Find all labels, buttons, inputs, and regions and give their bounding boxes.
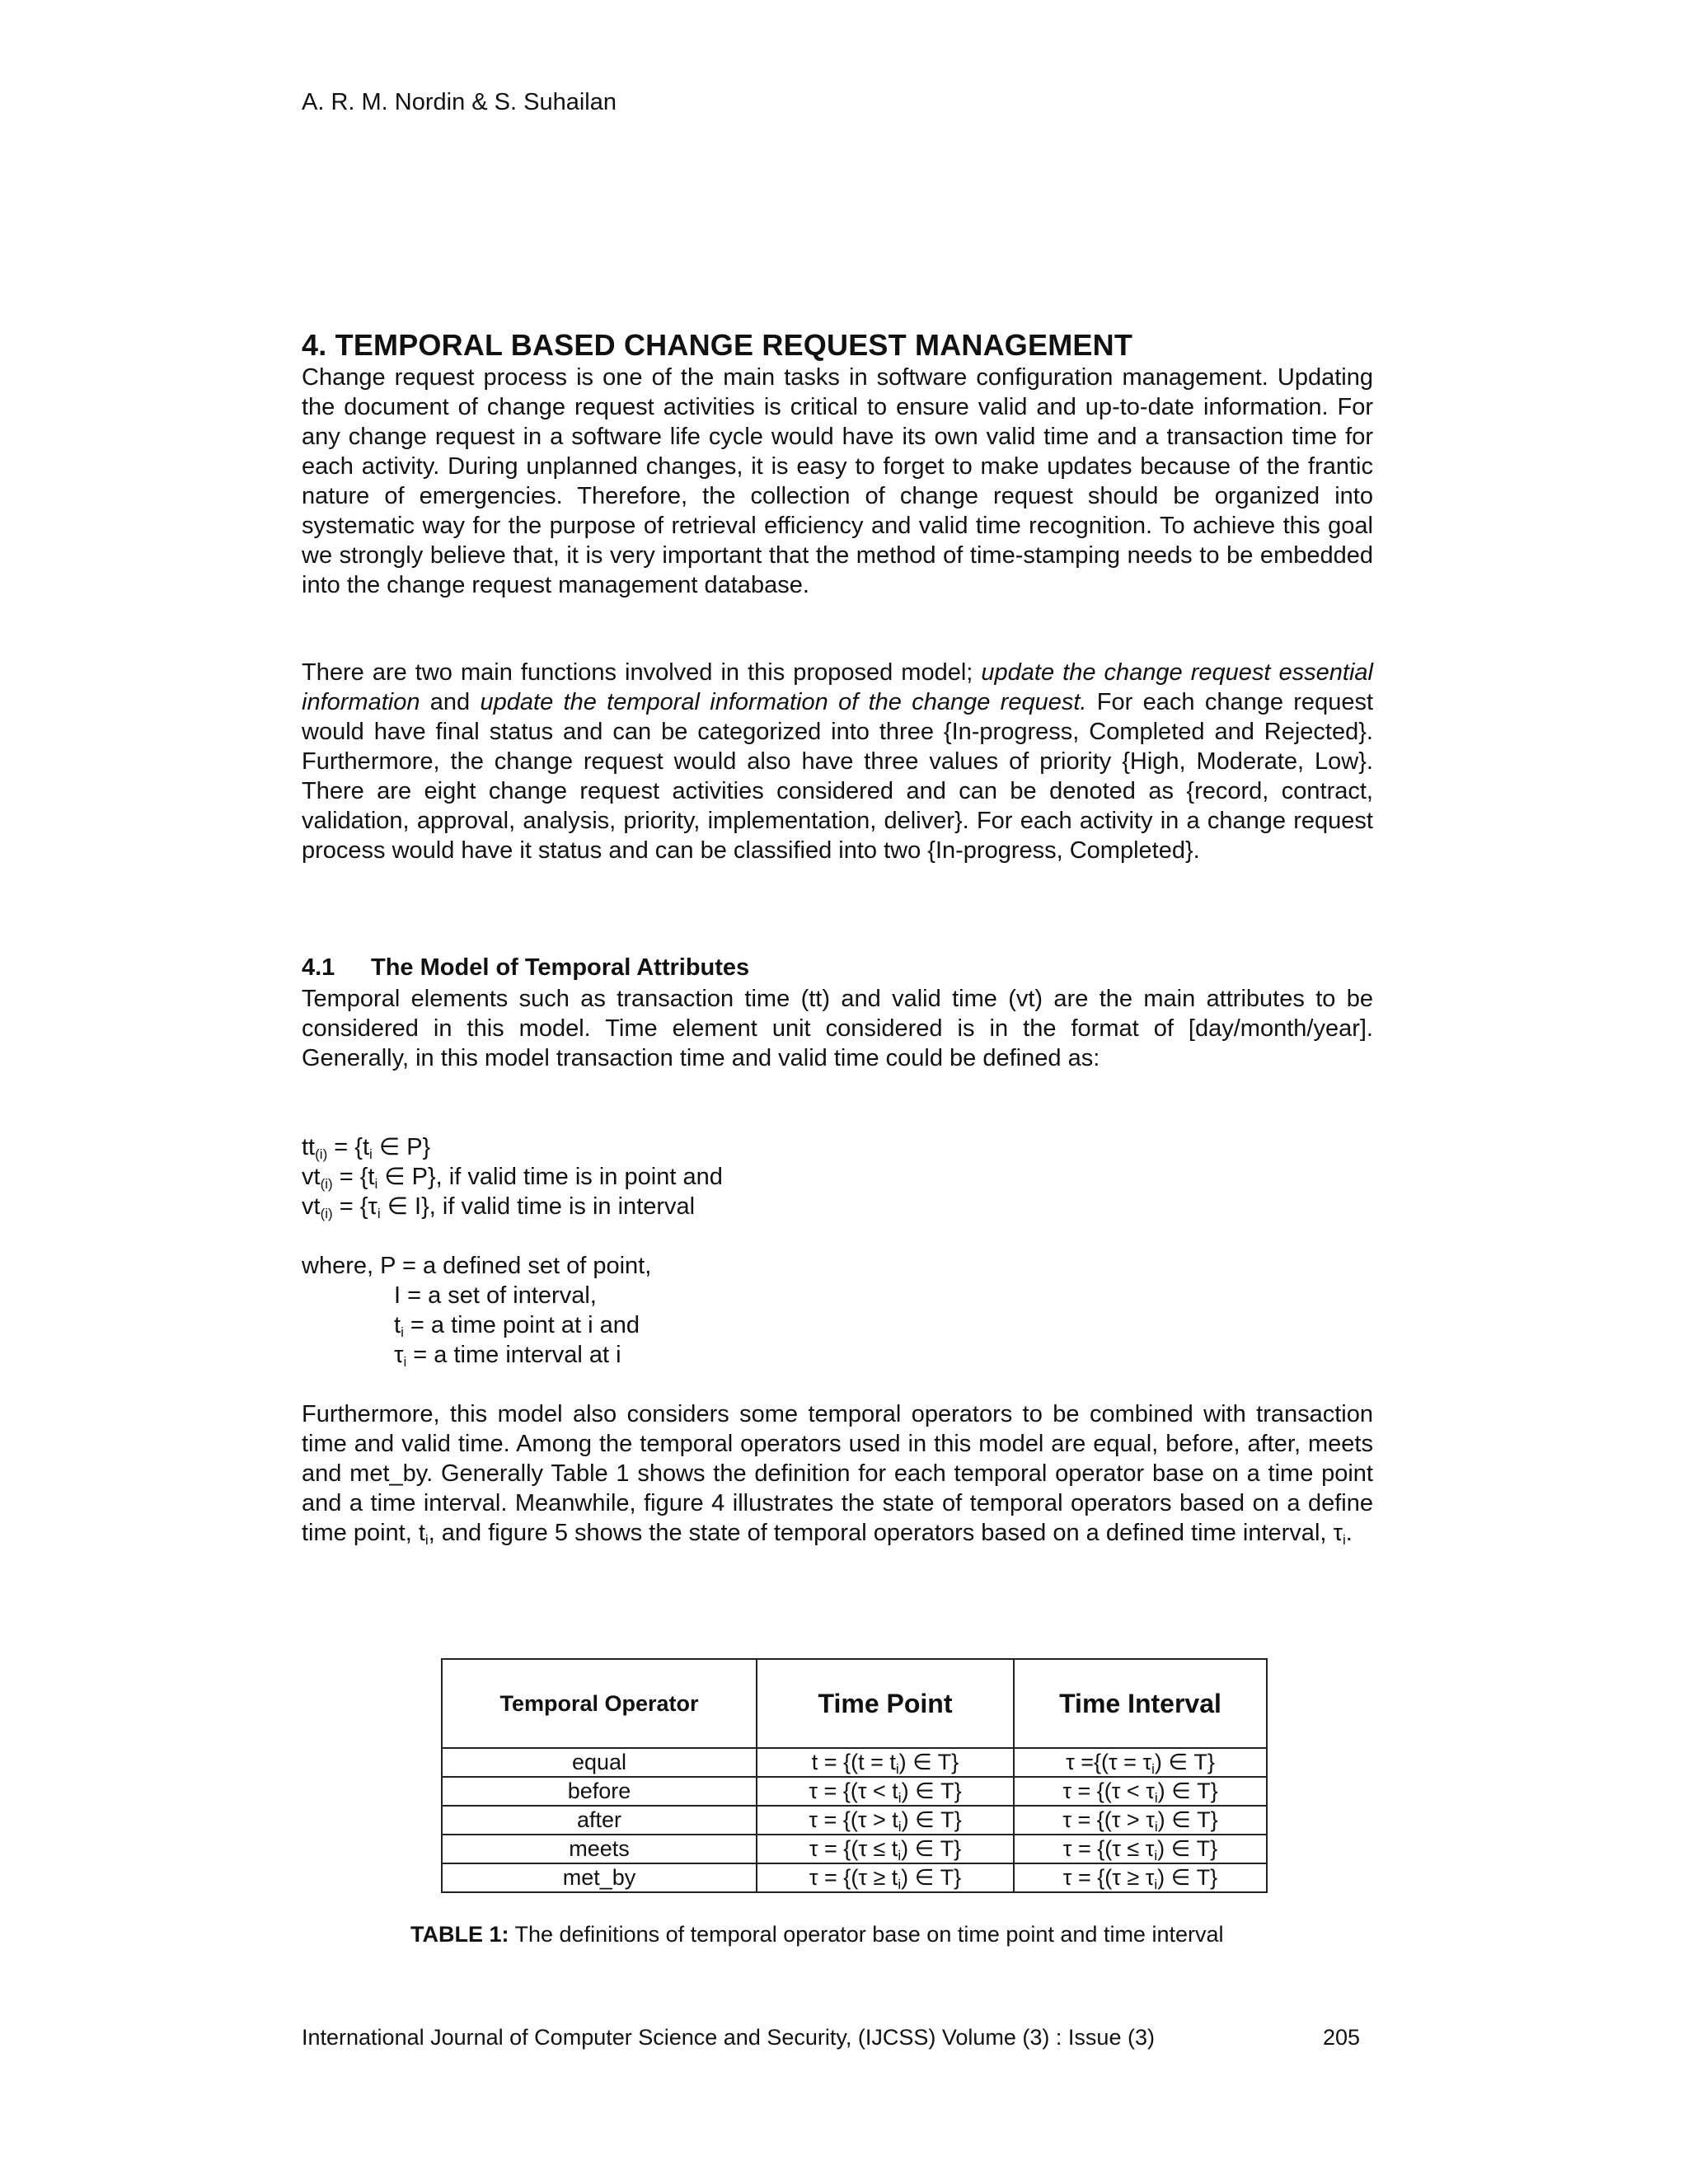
table-cell-time-interval: $\tau = \{(\tau > \tau_i)$ ∈ T}: [1014, 1806, 1267, 1835]
subsection-heading: 4.1 The Model of Temporal Attributes: [302, 954, 750, 981]
subsection-paragraph-2: Furthermore, this model also considers some temporal operators to be combined with transaction time and valid time. Among the temporal operators used in this model are equal, before, after, meets and met_by. Generally Table 1 shows the definition for each temporal operator base on a time point and a time interval. Meanwhile, figure 4 illustrates the state of temporal operators based on a define time point, $t_i$, and figure 5 shows the state of temporal operators based on a defined time interval, $\tau_i$.: [302, 1401, 1373, 1548]
section-paragraph-1: Change request process is one of the main tasks in software configuration management. Updating the document of change request activities is critical to ensure valid and up-to-date information. For any change request in a software life cycle would have its own valid time and a transaction time for each activity. During unplanned changes, it is easy to forget to make updates because of the frantic nature of emergencies. Therefore, the collection of change request should be organized into systematic way for the purpose of retrieval efficiency and valid time recognition. To achieve this goal we strongly believe that, it is very important that the method of time-stamping needs to be embedded into the change request management database.: [302, 364, 1373, 598]
table-header: Time Interval: [1014, 1659, 1267, 1748]
section-heading: 4. TEMPORAL BASED CHANGE REQUEST MANAGEMENT: [302, 328, 1133, 362]
table-cell-time-interval: $\tau = \{(\tau \le \tau_i)$ ∈ T}: [1014, 1835, 1267, 1863]
subsection-paragraph-1: Temporal elements such as transaction time (tt) and valid time (vt) are the main attributes to be considered in this model. Time element unit considered is in the format of [day/month/year]. Generally, in this model transaction time and valid time could be defined as:: [302, 986, 1373, 1071]
table-row: [442, 1863, 1267, 1892]
definition-line: $\tau_i = a$ time interval at i: [394, 1342, 621, 1370]
table-cell-time-interval: $\tau = \{(\tau < \tau_i)$ ∈ T}: [1014, 1777, 1267, 1806]
table-header: Time Point: [757, 1659, 1014, 1748]
table-cell-time-point: $t = \{(t = t_i)$ ∈ T}: [757, 1748, 1014, 1777]
table-header-row: [442, 1659, 1267, 1748]
definitions-block: [302, 1251, 1373, 1370]
table-header: Temporal Operator: [442, 1659, 757, 1748]
section-paragraph-2: There are two main functions involved in this proposed model; update the change request essential information and update the temporal information of the change request. For each change request would have final status and can be categorized into three {In-progress, Completed and Rejected}. Furthermore, the change request would also have three values of priority {High, Moderate, Low}. There are eight change request activities considered and can be denoted as {record, contract, validation, approval, analysis, priority, implementation, deliver}. For each activity in a change request process would have it status and can be classified into two {In-progress, Completed}.: [302, 659, 1374, 864]
table-row: [442, 1777, 1267, 1806]
table-cell-time-point: $\tau = \{(\tau \le t_i)$ ∈ T}: [757, 1835, 1014, 1863]
table-cell-operator: met_by: [442, 1863, 757, 1892]
running-header-authors: A. R. M. Nordin & S. Suhailan: [302, 89, 617, 115]
table-row: [442, 1806, 1267, 1835]
table-row: [442, 1748, 1267, 1777]
table-cell-time-point: $\tau = \{(\tau \ge t_i)$ ∈ T}: [757, 1863, 1014, 1892]
table-cell-operator: after: [442, 1806, 757, 1835]
table-cell-time-interval: $\tau =\{(\tau = \tau_i)$ ∈ T}: [1014, 1748, 1267, 1777]
page-number: 205: [1323, 2025, 1361, 2050]
formula-transaction-time: $tt_{(i)} = \{t_i$ ∈ P}: [302, 1134, 431, 1162]
table-row: [442, 1835, 1267, 1863]
table-cell-operator: before: [442, 1777, 757, 1806]
table-cell-operator: equal: [442, 1748, 757, 1777]
temporal-operators-table: [441, 1658, 1268, 1893]
formula-valid-time-point: $vt_{(i)} = \{t_i$ ∈ P}, if valid time is in point and: [302, 1164, 723, 1192]
definition-line: $t_i = a$ time point at i and: [394, 1312, 640, 1340]
definition-line: where, P = a defined set of point,: [302, 1253, 652, 1279]
table-caption: TABLE 1: The definitions of temporal operator base on time point and time interval: [410, 1922, 1224, 1947]
definition-line: I = a set of interval,: [394, 1282, 597, 1309]
table-cell-time-interval: $\tau = \{(\tau \ge \tau_i)$ ∈ T}: [1014, 1863, 1267, 1892]
table-cell-operator: meets: [442, 1835, 757, 1863]
formula-block: [302, 1132, 1373, 1221]
table-cell-time-point: $\tau = \{(\tau < t_i)$ ∈ T}: [757, 1777, 1014, 1806]
formula-valid-time-interval: $vt_{(i)} = \{\tau_i$ ∈ I}, if valid time is in interval: [302, 1193, 696, 1221]
journal-footer: International Journal of Computer Science and Security, (IJCSS) Volume (3) : Issue (3): [302, 2025, 1155, 2050]
table-cell-time-point: $\tau = \{(\tau > t_i)$ ∈ T}: [757, 1806, 1014, 1835]
